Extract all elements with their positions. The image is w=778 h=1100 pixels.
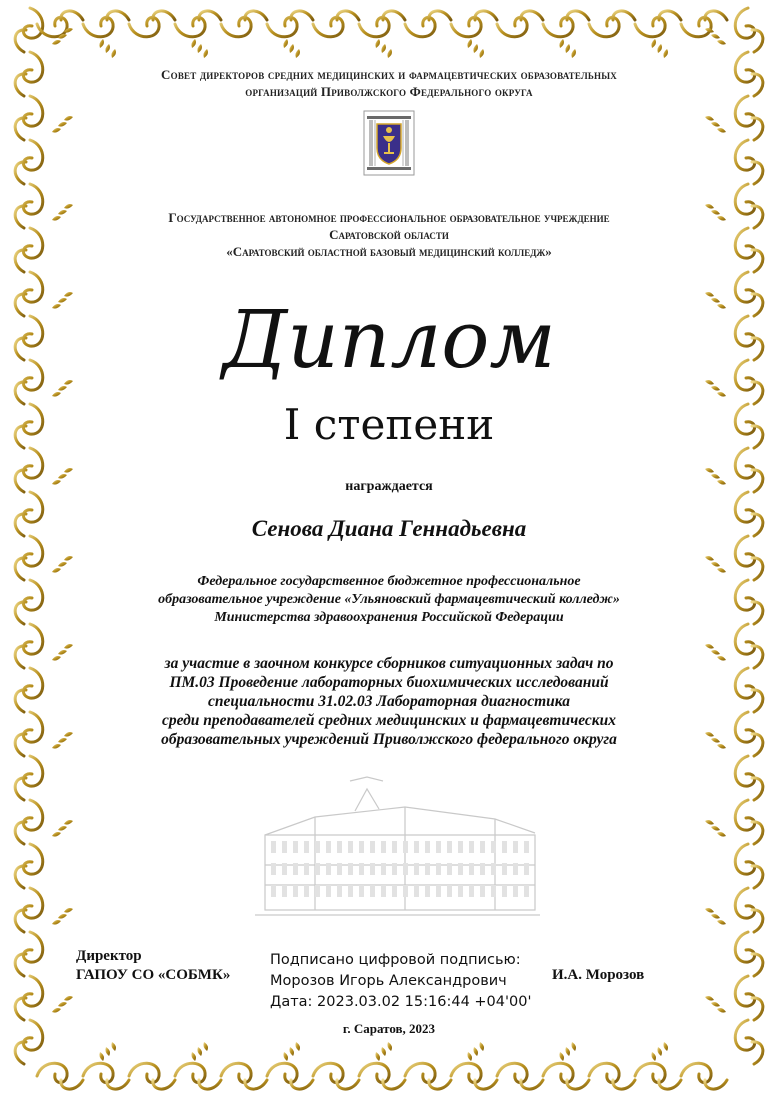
leaf-ornament — [52, 392, 61, 397]
scroll-ornament — [37, 1063, 67, 1082]
scroll-ornament — [735, 756, 754, 786]
city-year: г. Саратов, 2023 — [342, 1021, 436, 1036]
building-window — [359, 885, 364, 897]
leaf-ornament — [657, 1047, 662, 1056]
scroll-ornament — [497, 1063, 527, 1082]
leaf-ornament — [375, 1052, 380, 1061]
leaf-ornament — [663, 49, 668, 58]
scroll-ornament — [23, 140, 42, 170]
building-window — [293, 863, 298, 875]
scroll-ornament — [221, 1063, 251, 1082]
building-window — [359, 863, 364, 875]
scroll-ornament — [543, 17, 573, 36]
leaf-ornament — [467, 1052, 472, 1061]
building-window — [513, 841, 518, 853]
scroll-ornament — [735, 96, 754, 126]
leaf-ornament — [99, 39, 104, 48]
scroll-ornament — [735, 976, 754, 1006]
building-window — [469, 885, 474, 897]
leaf-ornament — [64, 204, 73, 209]
building-window — [348, 863, 353, 875]
leaf-ornament — [111, 49, 116, 58]
building-window — [491, 841, 496, 853]
leaf-ornament — [711, 562, 720, 567]
building-window — [392, 885, 397, 897]
scroll-ornament — [735, 800, 754, 830]
building-window — [513, 885, 518, 897]
recipient-institution — [0, 573, 778, 627]
leaf-ornament — [479, 1042, 484, 1051]
scroll-ornament — [735, 140, 754, 170]
leaf-ornament — [64, 556, 73, 561]
reason-line: образовательных учреждений Приволжского федерального округа — [161, 731, 617, 748]
leaf-ornament — [663, 1042, 668, 1051]
building-window — [469, 841, 474, 853]
building-window — [425, 885, 430, 897]
building-window — [326, 863, 331, 875]
leaf-ornament — [705, 556, 714, 561]
leaf-ornament — [64, 908, 73, 913]
scroll-ornament — [589, 1063, 619, 1082]
leaf-ornament — [717, 128, 726, 133]
leaf-ornament — [705, 28, 714, 33]
scroll-ornament — [83, 17, 113, 36]
building-window — [436, 841, 441, 853]
scroll-ornament — [267, 17, 297, 36]
awarded-label: награждается — [345, 479, 433, 494]
building-window — [370, 863, 375, 875]
building-window — [502, 841, 507, 853]
digital-signature-stamp — [270, 950, 531, 1013]
building-window — [436, 863, 441, 875]
leaf-ornament — [717, 392, 726, 397]
building-window — [403, 841, 408, 853]
building-window — [513, 863, 518, 875]
leaf-ornament — [705, 820, 714, 825]
leaf-ornament — [381, 1047, 386, 1056]
organization-line: Государственное автономное профессиональное образовательное учреждение — [168, 210, 610, 225]
building-window — [282, 841, 287, 853]
scroll-ornament — [451, 1063, 481, 1082]
building-window — [480, 885, 485, 897]
leaf-ornament — [58, 562, 67, 567]
reason-line: ПМ.03 Проведение лабораторных биохимических исследований — [169, 674, 609, 691]
scroll-ornament — [735, 888, 754, 918]
scroll-ornament — [359, 17, 389, 36]
leaf-ornament — [52, 1008, 61, 1013]
leaf-ornament — [705, 204, 714, 209]
leaf-ornament — [717, 568, 726, 573]
building-window — [315, 841, 320, 853]
building-window — [282, 863, 287, 875]
leaf-ornament — [705, 996, 714, 1001]
scroll-ornament — [23, 448, 42, 478]
leaf-ornament — [52, 832, 61, 837]
digital-signature-signer: Морозов Игорь Александрович — [270, 973, 507, 989]
leaf-ornament — [473, 44, 478, 53]
leaf-ornament — [64, 644, 73, 649]
leaf-ornament — [711, 826, 720, 831]
building-window — [480, 841, 485, 853]
leaf-ornament — [289, 1047, 294, 1056]
leaf-ornament — [111, 1042, 116, 1051]
leaf-ornament — [705, 644, 714, 649]
leaf-ornament — [64, 996, 73, 1001]
building-window — [293, 885, 298, 897]
scroll-ornament — [735, 8, 754, 38]
leaf-ornament — [559, 1052, 564, 1061]
building-window — [447, 885, 452, 897]
reason-line: за участие в заочном конкурсе сборников ситуационных задач по — [164, 655, 614, 672]
leaf-ornament — [711, 1002, 720, 1007]
building-window — [304, 885, 309, 897]
scroll-ornament — [175, 1063, 205, 1082]
digital-signature-label: Подписано цифровой подписью: — [270, 952, 521, 968]
leaf-ornament — [58, 1002, 67, 1007]
scroll-ornament — [23, 800, 42, 830]
building-window — [524, 863, 529, 875]
building-window — [436, 885, 441, 897]
recipient-name: Сенова Диана Геннадьевна — [251, 516, 527, 541]
building-window — [414, 885, 419, 897]
organization-line: «Саратовский областной базовый медицинский колледж» — [226, 244, 552, 259]
building-window — [337, 885, 342, 897]
leaf-ornament — [52, 128, 61, 133]
leaf-ornament — [295, 49, 300, 58]
scroll-ornament — [735, 932, 754, 962]
scroll-ornament — [267, 1063, 297, 1082]
building-window — [381, 863, 386, 875]
leaf-ornament — [387, 1042, 392, 1051]
leaf-ornament — [52, 40, 61, 45]
building-window — [315, 863, 320, 875]
building-window — [348, 885, 353, 897]
leaf-ornament — [289, 44, 294, 53]
scroll-ornament — [23, 96, 42, 126]
leaf-ornament — [58, 122, 67, 127]
leaf-ornament — [473, 1047, 478, 1056]
scroll-ornament — [543, 1063, 573, 1082]
building-window — [447, 863, 452, 875]
leaf-ornament — [717, 920, 726, 925]
building-window — [524, 885, 529, 897]
leaf-ornament — [283, 39, 288, 48]
building-window — [425, 841, 430, 853]
diploma-degree: I степени — [283, 400, 495, 449]
scroll-ornament — [23, 8, 42, 38]
leaf-ornament — [99, 1052, 104, 1061]
leaf-ornament — [203, 1042, 208, 1051]
leaf-ornament — [467, 39, 472, 48]
building-window — [337, 841, 342, 853]
leaf-ornament — [191, 39, 196, 48]
building-window — [502, 885, 507, 897]
institution-line: образовательное учреждение «Ульяновский фармацевтический колледж» — [158, 592, 620, 607]
scroll-ornament — [129, 17, 159, 36]
scroll-ornament — [681, 17, 711, 36]
leaf-ornament — [651, 1052, 656, 1061]
reason-line: специальности 31.02.03 Лабораторная диагностика — [208, 693, 570, 710]
building-window — [491, 885, 496, 897]
scroll-ornament — [635, 1063, 665, 1082]
scroll-ornament — [313, 17, 343, 36]
leaf-ornament — [64, 820, 73, 825]
leaf-ornament — [711, 474, 720, 479]
digital-signature-date: Дата: 2023.03.02 15:16:44 +04'00' — [270, 994, 532, 1010]
leaf-ornament — [711, 34, 720, 39]
college-building-watermark — [255, 775, 540, 925]
building-window — [326, 841, 331, 853]
director-title — [76, 947, 230, 985]
leaf-ornament — [58, 826, 67, 831]
scroll-ornament — [589, 17, 619, 36]
building-window — [392, 841, 397, 853]
scroll-ornament — [497, 17, 527, 36]
leaf-ornament — [711, 122, 720, 127]
building-window — [271, 863, 276, 875]
building-window — [271, 885, 276, 897]
building-window — [469, 863, 474, 875]
scroll-ornament — [451, 17, 481, 36]
scroll-ornament — [735, 844, 754, 874]
leaf-ornament — [105, 1047, 110, 1056]
scroll-ornament — [635, 17, 665, 36]
leaf-ornament — [479, 49, 484, 58]
leaf-ornament — [571, 1042, 576, 1051]
building-window — [326, 885, 331, 897]
leaf-ornament — [705, 116, 714, 121]
council-line: организаций Приволжского Федерального округа — [245, 84, 533, 99]
leaf-ornament — [705, 468, 714, 473]
leaf-ornament — [58, 474, 67, 479]
leaf-ornament — [52, 920, 61, 925]
scroll-ornament — [359, 1063, 389, 1082]
leaf-ornament — [651, 39, 656, 48]
organization-line: Саратовской области — [329, 227, 449, 242]
scroll-ornament — [23, 888, 42, 918]
building-window — [480, 863, 485, 875]
building-window — [304, 863, 309, 875]
building-window — [381, 885, 386, 897]
building-window — [370, 885, 375, 897]
leaf-ornament — [381, 44, 386, 53]
leaf-ornament — [58, 914, 67, 919]
leaf-ornament — [717, 40, 726, 45]
building-window — [403, 885, 408, 897]
building-window — [458, 841, 463, 853]
scroll-ornament — [735, 448, 754, 478]
scroll-ornament — [681, 1063, 711, 1082]
building-window — [403, 863, 408, 875]
leaf-ornament — [295, 1042, 300, 1051]
leaf-ornament — [283, 1052, 288, 1061]
leaf-ornament — [559, 39, 564, 48]
building-window — [315, 885, 320, 897]
building-window — [414, 841, 419, 853]
building-window — [348, 841, 353, 853]
leaf-ornament — [197, 44, 202, 53]
building-window — [458, 885, 463, 897]
leaf-ornament — [571, 49, 576, 58]
building-window — [491, 863, 496, 875]
scroll-ornament — [405, 1063, 435, 1082]
leaf-ornament — [197, 1047, 202, 1056]
leaf-ornament — [705, 908, 714, 913]
scroll-ornament — [735, 624, 754, 654]
scroll-ornament — [23, 756, 42, 786]
building-window — [304, 841, 309, 853]
director-organization: ГАПОУ СО «СОБМК» — [76, 967, 231, 983]
scroll-ornament — [23, 624, 42, 654]
leaf-ornament — [565, 44, 570, 53]
scroll-ornament — [405, 17, 435, 36]
leaf-ornament — [64, 468, 73, 473]
building-window — [370, 841, 375, 853]
building-window — [392, 863, 397, 875]
leaf-ornament — [717, 1008, 726, 1013]
leaf-ornament — [191, 1052, 196, 1061]
building-window — [425, 863, 430, 875]
college-emblem-icon — [363, 110, 415, 176]
scroll-ornament — [23, 976, 42, 1006]
scroll-ornament — [23, 932, 42, 962]
building-window — [502, 863, 507, 875]
building-window — [282, 885, 287, 897]
leaf-ornament — [565, 1047, 570, 1056]
leaf-ornament — [711, 914, 720, 919]
reason-line: среди преподавателей средних медицинских и фармацевтических — [161, 712, 617, 729]
scroll-ornament — [175, 17, 205, 36]
council-line: Совет директоров средних медицинских и фармацевтических образовательных — [161, 67, 617, 82]
building-window — [524, 841, 529, 853]
institution-line: Федеральное государственное бюджетное профессиональное — [197, 574, 581, 589]
building-window — [447, 841, 452, 853]
leaf-ornament — [52, 568, 61, 573]
leaf-ornament — [64, 116, 73, 121]
building-window — [414, 863, 419, 875]
council-header — [0, 66, 778, 100]
leaf-ornament — [717, 832, 726, 837]
building-window — [271, 841, 276, 853]
signer-name: И.А. Морозов — [552, 967, 645, 983]
leaf-ornament — [657, 44, 662, 53]
leaf-ornament — [387, 49, 392, 58]
diploma-title: Диплом — [222, 293, 556, 386]
building-window — [458, 863, 463, 875]
scroll-ornament — [23, 844, 42, 874]
organization-header — [0, 209, 778, 260]
building-window — [337, 863, 342, 875]
building-window — [293, 841, 298, 853]
leaf-ornament — [203, 49, 208, 58]
director-role: Директор — [76, 948, 142, 964]
scroll-ornament — [129, 1063, 159, 1082]
scroll-ornament — [83, 1063, 113, 1082]
building-window — [381, 841, 386, 853]
building-window — [359, 841, 364, 853]
leaf-ornament — [105, 44, 110, 53]
institution-line: Министерства здравоохранения Российской Федерации — [214, 610, 564, 625]
award-reason — [0, 654, 778, 749]
scroll-ornament — [313, 1063, 343, 1082]
leaf-ornament — [375, 39, 380, 48]
scroll-ornament — [221, 17, 251, 36]
